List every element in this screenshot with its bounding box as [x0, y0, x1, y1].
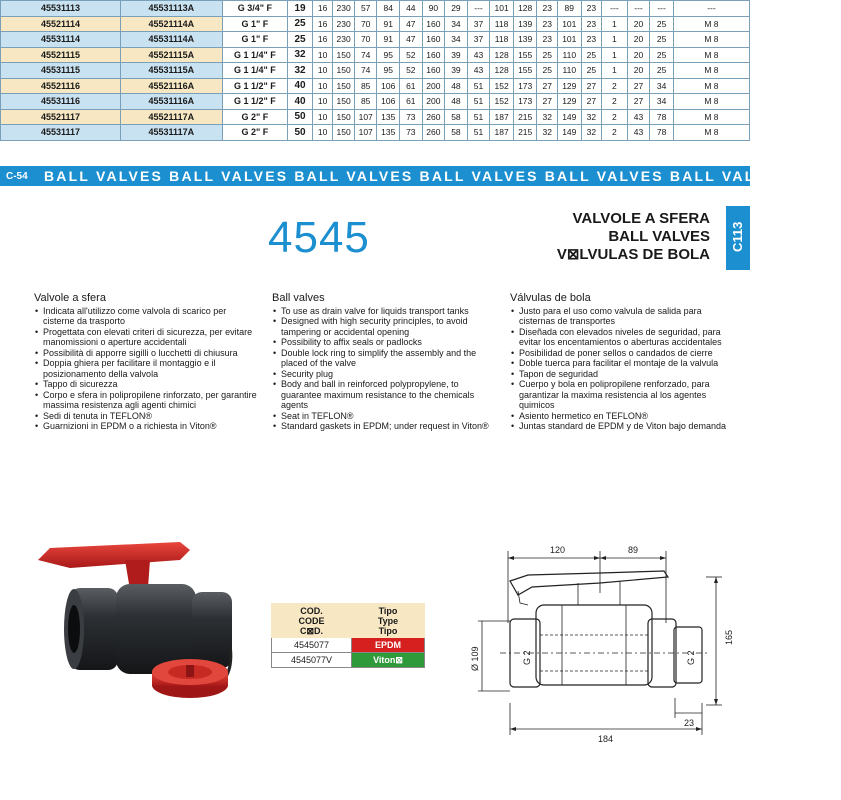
- spec-cell: 230: [333, 32, 355, 48]
- spec-cell: 129: [557, 94, 581, 110]
- spec-cell: 58: [445, 109, 468, 125]
- spec-cell: 43: [627, 109, 650, 125]
- description-item: • Body and ball in reinforced polypropylene, to guarantee maximum resistance to the chemicals agents: [272, 379, 497, 411]
- spec-cell: M 8: [673, 32, 749, 48]
- spec-cell: 61: [400, 94, 423, 110]
- spec-cell: 155: [513, 47, 537, 63]
- spec-cell: 23: [581, 16, 602, 32]
- spec-cell: 52: [400, 47, 423, 63]
- spec-cell: 40: [288, 78, 313, 94]
- spec-cell: 95: [377, 47, 400, 63]
- valve-plug: [152, 659, 228, 698]
- spec-cell: 160: [422, 47, 445, 63]
- description-item: • Possibility to affix seals or padlocks: [272, 337, 497, 348]
- spec-cell: M 8: [673, 16, 749, 32]
- spec-cell: 74: [354, 63, 377, 79]
- spec-cell: 25: [537, 47, 558, 63]
- description-item: • Security plug: [272, 369, 497, 380]
- spec-cell: G 1 1/4" F: [222, 63, 288, 79]
- spec-cell: 16: [312, 32, 333, 48]
- spec-row: [1, 1, 750, 17]
- spec-cell: 150: [333, 47, 355, 63]
- spec-cell: 78: [650, 125, 674, 141]
- spec-cell: 45521114A: [121, 16, 223, 32]
- spec-cell: 51: [467, 109, 490, 125]
- spec-cell: M 8: [673, 78, 749, 94]
- spec-cell: 89: [557, 1, 581, 17]
- spec-cell: 70: [354, 16, 377, 32]
- spec-cell: 10: [312, 125, 333, 141]
- spec-cell: ---: [627, 1, 650, 17]
- spec-cell: 19: [288, 1, 313, 17]
- type-cell-viton: Viton⊠: [352, 653, 425, 668]
- description-title: Valvole a sfera: [34, 292, 106, 304]
- spec-cell: 10: [312, 109, 333, 125]
- drawing-body: [536, 605, 652, 685]
- spec-cell: 16: [312, 16, 333, 32]
- spec-cell: 20: [627, 63, 650, 79]
- title-spanish: V⊠LVULAS DE BOLA: [556, 246, 710, 263]
- dim-184: 184: [598, 734, 614, 744]
- spec-row: [1, 94, 750, 110]
- spec-cell: 1: [602, 16, 628, 32]
- description-english: [272, 293, 497, 432]
- spec-cell: 215: [513, 125, 537, 141]
- spec-cell: G 1 1/2" F: [222, 94, 288, 110]
- spec-cell: 44: [400, 1, 423, 17]
- spec-cell: 10: [312, 47, 333, 63]
- spec-cell: 149: [557, 125, 581, 141]
- spec-cell: 25: [581, 63, 602, 79]
- spec-cell: G 2" F: [222, 125, 288, 141]
- spec-cell: 32: [288, 63, 313, 79]
- spec-cell: 135: [377, 109, 400, 125]
- spec-cell: 25: [650, 16, 674, 32]
- spec-cell: G 2" F: [222, 109, 288, 125]
- spec-cell: 73: [400, 109, 423, 125]
- spec-cell: 25: [288, 16, 313, 32]
- page-code: C-54: [6, 171, 28, 182]
- spec-cell: 50: [288, 109, 313, 125]
- spec-cell: G 1" F: [222, 16, 288, 32]
- spec-cell: 1: [602, 63, 628, 79]
- spec-cell: 23: [537, 16, 558, 32]
- spec-cell: 25: [537, 63, 558, 79]
- spec-cell: 45521116A: [121, 78, 223, 94]
- spec-cell: 139: [513, 16, 537, 32]
- code-cell: 4545077: [272, 638, 352, 653]
- description-item: • Tappo di sicurezza: [34, 379, 259, 390]
- spec-cell: 45521117A: [121, 109, 223, 125]
- title-italian: VALVOLE A SFERA: [572, 210, 710, 227]
- description-item: • Doppia ghiera per facilitare il montaggio e il posizionamento della valvola: [34, 358, 259, 379]
- spec-cell: 101: [557, 16, 581, 32]
- spec-cell: 37: [467, 32, 490, 48]
- spec-cell: 73: [400, 125, 423, 141]
- spec-row: [1, 47, 750, 63]
- spec-cell: 152: [490, 78, 514, 94]
- spec-cell: 27: [581, 78, 602, 94]
- spec-cell: 23: [537, 1, 558, 17]
- spec-cell: 187: [490, 109, 514, 125]
- spec-cell: 47: [400, 16, 423, 32]
- dim-120: 120: [550, 545, 566, 555]
- product-titles: [557, 210, 710, 264]
- spec-cell: 47: [400, 32, 423, 48]
- product-code: 4545: [268, 213, 370, 262]
- spec-cell: 34: [445, 32, 468, 48]
- spec-cell: 118: [490, 32, 514, 48]
- spec-cell: G 1" F: [222, 32, 288, 48]
- spec-cell: 27: [537, 78, 558, 94]
- spec-cell: 173: [513, 78, 537, 94]
- spec-cell: 25: [650, 63, 674, 79]
- description-title: Ball valves: [272, 292, 325, 304]
- spec-cell: 95: [377, 63, 400, 79]
- spec-cell: 27: [627, 94, 650, 110]
- spec-cell: 45521115: [1, 47, 121, 63]
- spec-cell: 27: [581, 94, 602, 110]
- spec-cell: 160: [422, 16, 445, 32]
- valve-right-nut: [192, 592, 232, 668]
- spec-cell: 150: [333, 63, 355, 79]
- spec-cell: 32: [581, 125, 602, 141]
- description-item: • To use as drain valve for liquids transport tanks: [272, 306, 497, 317]
- section-banner: [0, 166, 841, 186]
- spec-cell: 52: [400, 63, 423, 79]
- spec-cell: 129: [557, 78, 581, 94]
- code-row-epdm: [272, 638, 425, 653]
- spec-cell: 106: [377, 78, 400, 94]
- code-cell: 4545077V: [272, 653, 352, 668]
- spec-cell: 45531115A: [121, 63, 223, 79]
- spec-cell: 2: [602, 94, 628, 110]
- code-row-viton: [272, 653, 425, 668]
- description-list: [272, 306, 497, 432]
- spec-cell: 48: [445, 78, 468, 94]
- spec-cell: 51: [467, 125, 490, 141]
- spec-cell: 260: [422, 125, 445, 141]
- spec-cell: 45531114: [1, 32, 121, 48]
- spec-cell: 45521114: [1, 16, 121, 32]
- spec-cell: 39: [445, 63, 468, 79]
- description-item: • Progettata con elevati criteri di sicurezza, per evitare manomissioni o aperture accidentali: [34, 327, 259, 348]
- spec-cell: M 8: [673, 63, 749, 79]
- description-list: [510, 306, 735, 432]
- spec-cell: 2: [602, 109, 628, 125]
- description-item: • Corpo e sfera in polipropilene rinforzato, per garantire massima resistenza agli agenti chimici: [34, 390, 259, 411]
- spec-cell: 61: [400, 78, 423, 94]
- dim-diameter: Ø 109: [470, 646, 480, 671]
- spec-cell: ---: [650, 1, 674, 17]
- spec-cell: 230: [333, 16, 355, 32]
- spec-cell: 57: [354, 1, 377, 17]
- spec-cell: 187: [490, 125, 514, 141]
- spec-cell: 32: [537, 125, 558, 141]
- spec-cell: 1: [602, 47, 628, 63]
- type-header: Tipo Type Tipo: [352, 604, 425, 638]
- spec-cell: 45531116: [1, 94, 121, 110]
- spec-cell: 90: [422, 1, 445, 17]
- spec-cell: 101: [490, 1, 514, 17]
- spec-cell: 45531114A: [121, 32, 223, 48]
- spec-cell: G 1 1/4" F: [222, 47, 288, 63]
- banner-text: BALL VALVES BALL VALVES BALL VALVES BALL VALVES BALL VALVES BALL VALVES BALL: [44, 168, 841, 184]
- technical-drawing: [470, 533, 746, 783]
- description-item: • Diseñada con elevados niveles de seguridad, para evitar los encentamientos o aberturas accidentales: [510, 327, 735, 348]
- spec-cell: G 1 1/2" F: [222, 78, 288, 94]
- spec-cell: 85: [354, 94, 377, 110]
- spec-cell: 160: [422, 32, 445, 48]
- spec-cell: 45521115A: [121, 47, 223, 63]
- spec-cell: 10: [312, 63, 333, 79]
- spec-cell: 20: [627, 47, 650, 63]
- drawing-handle: [510, 571, 668, 595]
- spec-cell: 128: [513, 1, 537, 17]
- spec-cell: 32: [537, 109, 558, 125]
- spec-cell: M 8: [673, 109, 749, 125]
- spec-cell: 1: [602, 32, 628, 48]
- spec-cell: 84: [377, 1, 400, 17]
- spec-cell: 78: [650, 109, 674, 125]
- dim-165: 165: [724, 629, 734, 645]
- spec-cell: ---: [602, 1, 628, 17]
- spec-cell: ---: [467, 1, 490, 17]
- spec-cell: 150: [333, 78, 355, 94]
- side-tab: [726, 206, 750, 270]
- spec-cell: 173: [513, 94, 537, 110]
- spec-cell: 34: [650, 94, 674, 110]
- spec-cell: 43: [627, 125, 650, 141]
- valve-handle: [38, 542, 190, 568]
- spec-table: [0, 0, 750, 141]
- description-item: • Standard gaskets in EPDM; under request in Viton®: [272, 421, 497, 432]
- dim-23: 23: [684, 718, 695, 728]
- title-english: BALL VALVES: [608, 228, 710, 245]
- spec-cell: 25: [288, 32, 313, 48]
- description-item: • Double lock ring to simplify the assembly and the placed of the valve: [272, 348, 497, 369]
- spec-cell: G 3/4" F: [222, 1, 288, 17]
- spec-cell: 23: [537, 32, 558, 48]
- spec-cell: 45531117A: [121, 125, 223, 141]
- dim-thread-right: G 2: [686, 650, 696, 665]
- spec-row: [1, 16, 750, 32]
- spec-cell: 34: [650, 78, 674, 94]
- spec-cell: 10: [312, 78, 333, 94]
- description-item: • Juntas standard de EPDM y de Viton bajo demanda: [510, 421, 735, 432]
- description-item: • Justo para el uso como valvula de salida para cisternas de transportes: [510, 306, 735, 327]
- spec-cell: 107: [354, 125, 377, 141]
- description-item: • Posibilidad de poner sellos o candados de cierre: [510, 348, 735, 359]
- description-item: • Designed with high security principles, to avoid tampering or accidental opening: [272, 316, 497, 337]
- spec-cell: 91: [377, 16, 400, 32]
- spec-cell: 20: [627, 16, 650, 32]
- spec-row: [1, 63, 750, 79]
- spec-cell: 43: [467, 63, 490, 79]
- spec-cell: 32: [288, 47, 313, 63]
- spec-cell: 39: [445, 47, 468, 63]
- spec-cell: 45531115: [1, 63, 121, 79]
- description-item: • Indicata all'utilizzo come valvola di scarico per cisterne da trasporto: [34, 306, 259, 327]
- spec-cell: 160: [422, 63, 445, 79]
- spec-cell: 45531113A: [121, 1, 223, 17]
- spec-cell: 118: [490, 16, 514, 32]
- description-item: • Seat in TEFLON®: [272, 411, 497, 422]
- spec-cell: 110: [557, 47, 581, 63]
- spec-cell: 2: [602, 78, 628, 94]
- spec-cell: 51: [467, 78, 490, 94]
- spec-cell: 48: [445, 94, 468, 110]
- spec-cell: 25: [650, 47, 674, 63]
- spec-cell: 135: [377, 125, 400, 141]
- dim-thread-left: G 2: [522, 650, 532, 665]
- spec-cell: 43: [467, 47, 490, 63]
- spec-cell: 215: [513, 109, 537, 125]
- description-item: • Doble tuerca para facilitar el montaje de la valvula: [510, 358, 735, 369]
- spec-cell: 91: [377, 32, 400, 48]
- spec-cell: 150: [333, 94, 355, 110]
- spec-cell: 149: [557, 109, 581, 125]
- spec-cell: 27: [537, 94, 558, 110]
- spec-cell: 29: [445, 1, 468, 17]
- spec-cell: ---: [673, 1, 749, 17]
- spec-cell: 85: [354, 78, 377, 94]
- spec-row: [1, 78, 750, 94]
- spec-cell: 200: [422, 78, 445, 94]
- spec-cell: 32: [581, 109, 602, 125]
- spec-cell: 27: [627, 78, 650, 94]
- spec-cell: 37: [467, 16, 490, 32]
- spec-cell: 110: [557, 63, 581, 79]
- spec-cell: 128: [490, 47, 514, 63]
- spec-cell: 2: [602, 125, 628, 141]
- description-item: • Guarnizioni in EPDM o a richiesta in Viton®: [34, 421, 259, 432]
- code-table: [271, 603, 425, 668]
- spec-cell: 200: [422, 94, 445, 110]
- description-item: • Possibilità di apporre sigilli o lucchetti di chiusura: [34, 348, 259, 359]
- spec-cell: 45531116A: [121, 94, 223, 110]
- spec-cell: 106: [377, 94, 400, 110]
- dim-89: 89: [628, 545, 639, 555]
- description-spanish: [510, 293, 735, 432]
- spec-row: [1, 125, 750, 141]
- spec-cell: 25: [581, 47, 602, 63]
- spec-cell: 107: [354, 109, 377, 125]
- spec-cell: 128: [490, 63, 514, 79]
- spec-cell: 50: [288, 125, 313, 141]
- spec-cell: 74: [354, 47, 377, 63]
- description-list: [34, 306, 259, 432]
- spec-cell: 16: [312, 1, 333, 17]
- description-item: • Asiento hermetico en TEFLON®: [510, 411, 735, 422]
- spec-cell: M 8: [673, 47, 749, 63]
- spec-cell: 23: [581, 1, 602, 17]
- spec-cell: 25: [650, 32, 674, 48]
- spec-cell: 152: [490, 94, 514, 110]
- type-cell-epdm: EPDM: [352, 638, 425, 653]
- description-item: • Cuerpo y bola en polipropilene renforzado, para garantizar la maxima resistencia al los agentes quimicos: [510, 379, 735, 411]
- description-title: Válvulas de bola: [510, 292, 591, 304]
- spec-cell: 155: [513, 63, 537, 79]
- spec-cell: 45521117: [1, 109, 121, 125]
- spec-row: [1, 32, 750, 48]
- spec-cell: 51: [467, 94, 490, 110]
- spec-cell: 23: [581, 32, 602, 48]
- spec-cell: 20: [627, 32, 650, 48]
- spec-cell: 45521116: [1, 78, 121, 94]
- spec-cell: 34: [445, 16, 468, 32]
- spec-cell: 101: [557, 32, 581, 48]
- spec-cell: 10: [312, 94, 333, 110]
- code-header: COD. CODE C⊠D.: [272, 604, 352, 638]
- spec-cell: 260: [422, 109, 445, 125]
- spec-cell: 45531117: [1, 125, 121, 141]
- spec-cell: 150: [333, 125, 355, 141]
- description-item: • Sedi di tenuta in TEFLON®: [34, 411, 259, 422]
- description-item: • Tapon de seguridad: [510, 369, 735, 380]
- spec-row: [1, 109, 750, 125]
- valve-photo: [30, 520, 260, 720]
- spec-cell: 230: [333, 1, 355, 17]
- spec-cell: 70: [354, 32, 377, 48]
- spec-cell: M 8: [673, 125, 749, 141]
- spec-cell: 58: [445, 125, 468, 141]
- spec-cell: 150: [333, 109, 355, 125]
- spec-cell: 40: [288, 94, 313, 110]
- description-italian: [34, 293, 259, 432]
- spec-cell: M 8: [673, 94, 749, 110]
- spec-cell: 45531113: [1, 1, 121, 17]
- side-tab-label: C113: [730, 221, 745, 252]
- spec-cell: 139: [513, 32, 537, 48]
